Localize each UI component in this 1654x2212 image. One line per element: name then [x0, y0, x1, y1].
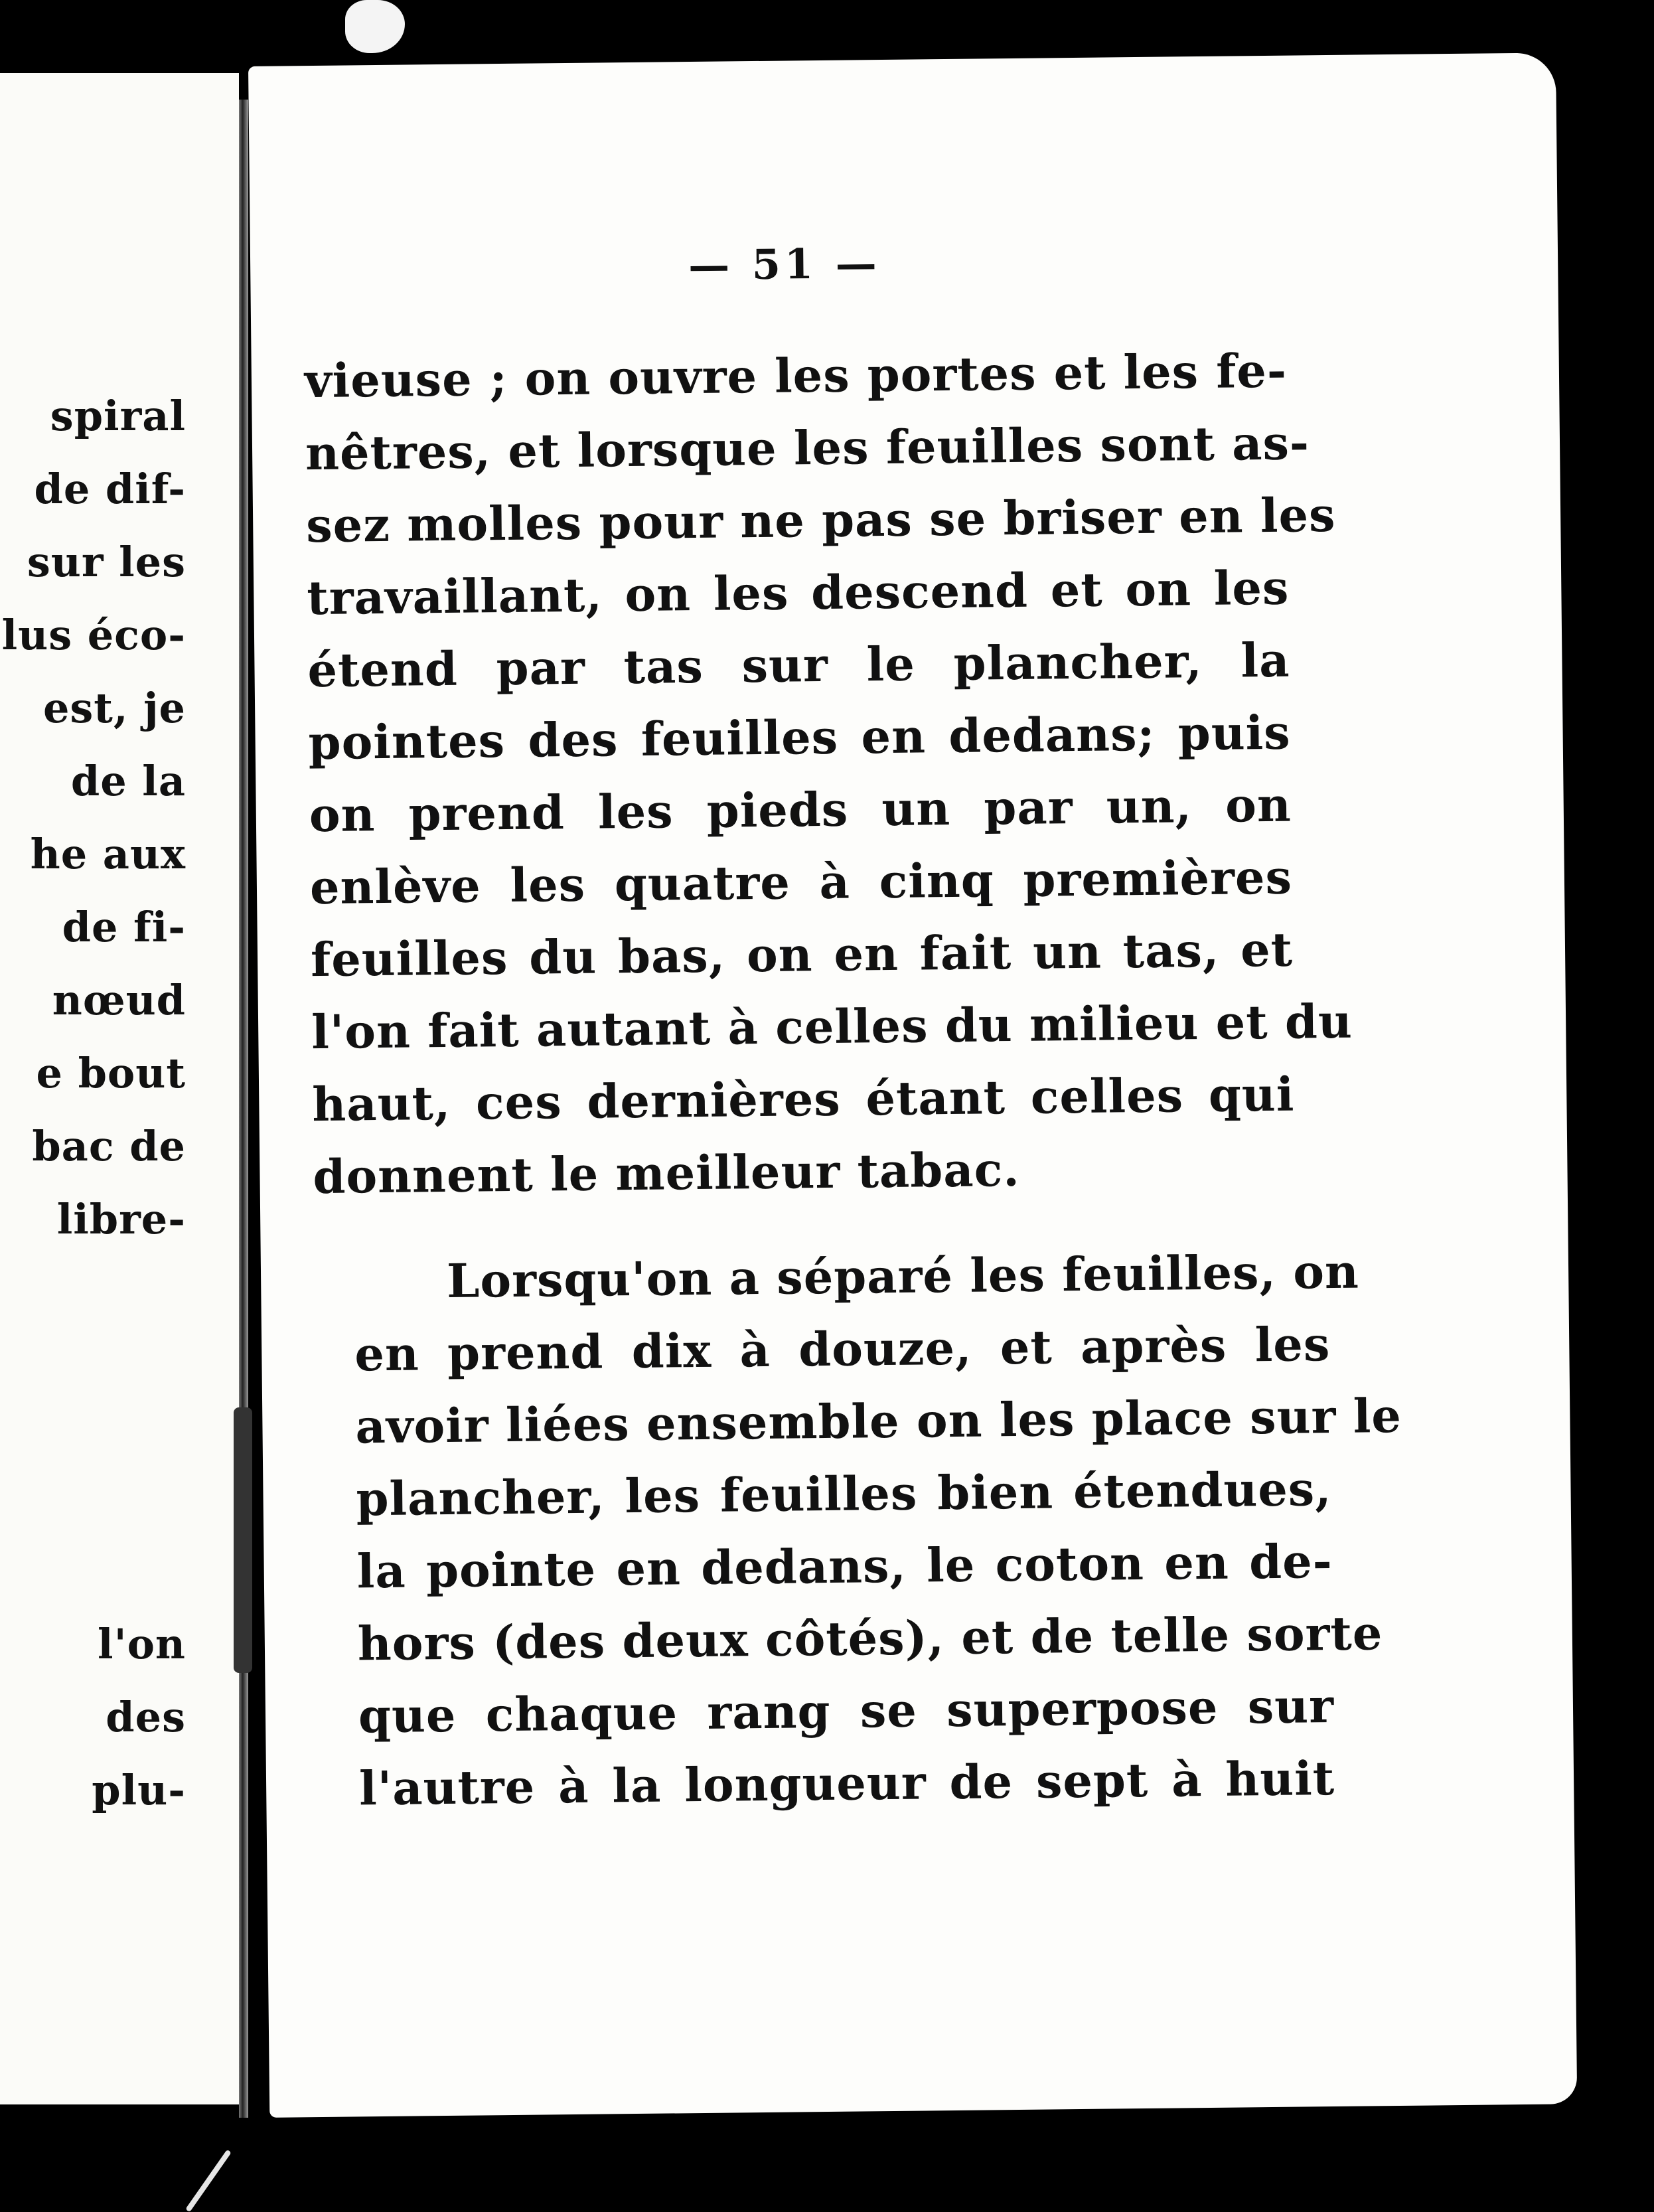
paragraph-2: [314, 1235, 1402, 1825]
left-page-line: lus éco-: [1, 611, 186, 659]
text-line: la pointe en dedans, le coton en de-: [356, 1534, 1333, 1599]
text-line: Lorsqu'on a séparé les feuilles, on: [446, 1243, 1360, 1308]
text-line: étend par tas sur le plancher, la: [307, 632, 1290, 698]
left-page: [0, 73, 239, 2104]
text-line: enlève les quatre à cinq premières: [309, 849, 1293, 915]
book-gutter: [239, 100, 248, 2118]
left-page-line: he aux: [30, 830, 186, 878]
left-page-line: de dif-: [34, 465, 186, 513]
text-line: plancher, les feuilles bien étendues,: [356, 1461, 1332, 1527]
text-line: haut, ces dernières étant celles qui: [311, 1066, 1295, 1133]
text-line: l'on fait autant à celles du milieu et du: [311, 993, 1353, 1060]
left-page-line: libre-: [56, 1195, 186, 1243]
text-line: que chaque rang se superpose sur: [358, 1678, 1335, 1744]
left-page-line: de la: [70, 757, 186, 805]
text-line: feuilles du bas, on en fait un tas, et: [310, 921, 1294, 988]
text-line: travaillant, on les descend et on les: [306, 560, 1290, 626]
left-page-line: sur les: [27, 538, 186, 586]
left-page-line: des: [106, 1693, 186, 1741]
scan-artifact-bottom: [185, 2150, 232, 2212]
left-page-line: de fi-: [62, 903, 186, 951]
text-line: donnent le meilleur tabac.: [313, 1141, 1021, 1205]
left-page-line: bac de: [32, 1122, 186, 1170]
text-line: hors (des deux côtés), et de telle sorte: [357, 1605, 1383, 1672]
gutter-tape: [234, 1407, 252, 1673]
left-page-line: plu-: [92, 1766, 186, 1814]
text-line: sez molles pour ne pas se briser en les: [305, 487, 1336, 554]
left-page-line: nœud: [52, 976, 186, 1024]
text-line: on prend les pieds un par un, on: [309, 777, 1292, 843]
text-line: en prend dix à douze, et après les: [354, 1316, 1331, 1382]
page-number: — 51 —: [688, 239, 881, 290]
text-line: pointes des feuilles en dedans; puis: [308, 704, 1292, 771]
scan-artifact-top: [345, 0, 405, 53]
text-line: vieuse ; on ouvre les portes et les fe-: [304, 343, 1288, 409]
left-page-line: spiral: [50, 392, 186, 440]
left-page-line: e bout: [36, 1049, 186, 1097]
body-text: [304, 335, 1402, 1825]
text-line: avoir liées ensemble on les place sur le: [355, 1387, 1402, 1455]
right-page: [248, 52, 1577, 2117]
left-page-line: est, je: [42, 684, 186, 732]
text-line: l'autre à la longueur de sept à huit: [358, 1751, 1335, 1816]
left-page-line: l'on: [98, 1620, 186, 1668]
text-line: nêtres, et lorsque les feuilles sont as-: [305, 415, 1310, 481]
